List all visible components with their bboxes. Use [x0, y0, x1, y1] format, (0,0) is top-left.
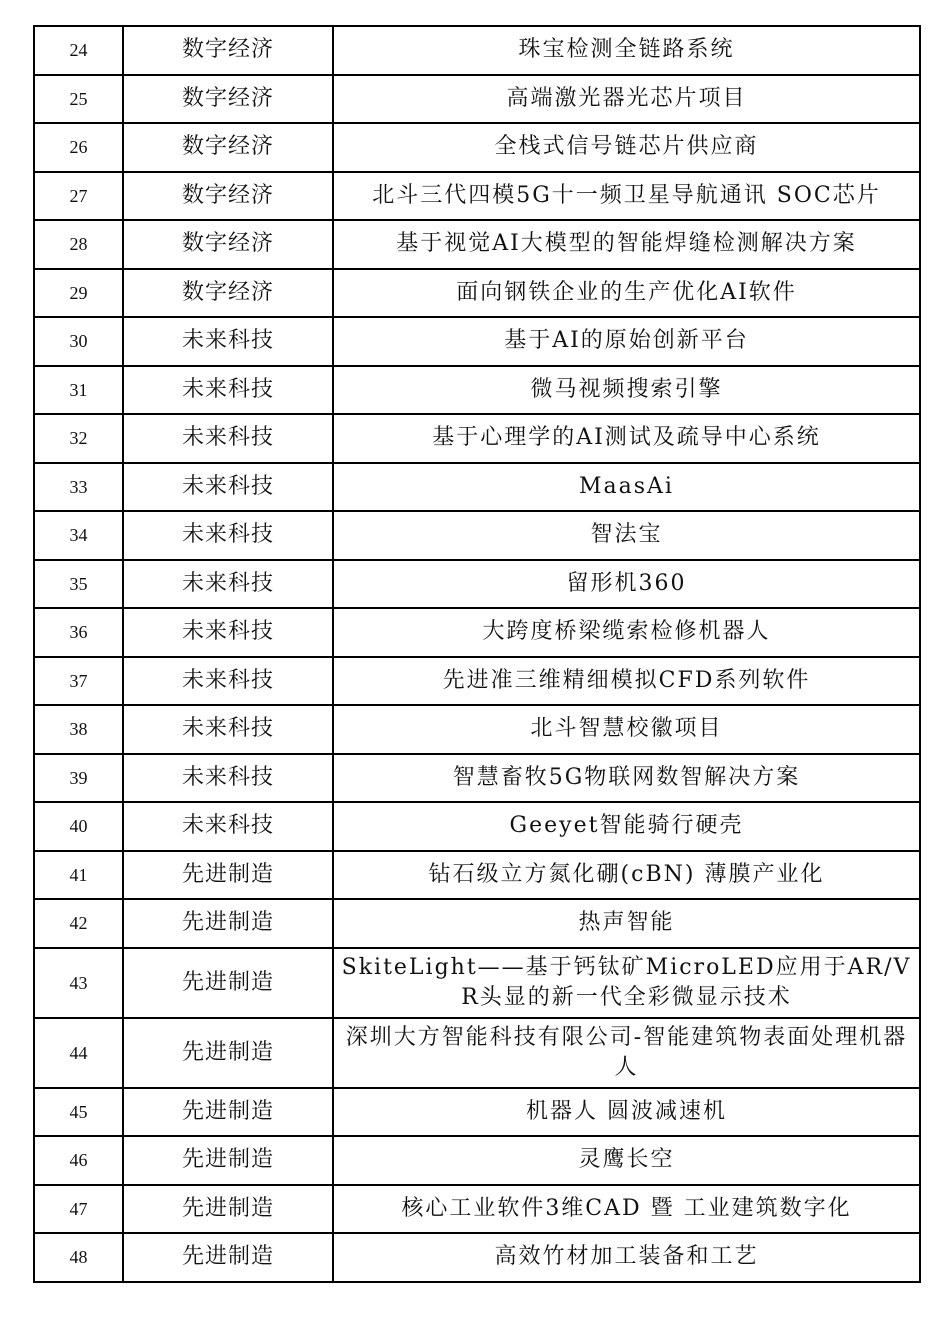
row-number-cell: 36 [34, 608, 123, 657]
row-number-cell: 27 [34, 172, 123, 221]
table-row [34, 366, 920, 415]
category-cell: 未来科技 [123, 705, 333, 754]
table-row [34, 26, 920, 75]
row-number-cell: 40 [34, 802, 123, 851]
category-cell: 数字经济 [123, 75, 333, 124]
category-cell: 数字经济 [123, 220, 333, 269]
table-row [34, 657, 920, 706]
table-row [34, 414, 920, 463]
category-cell: 先进制造 [123, 1136, 333, 1185]
row-number-cell: 30 [34, 317, 123, 366]
table-row [34, 851, 920, 900]
project-name-cell: 基于心理学的AI测试及疏导中心系统 [333, 414, 920, 463]
project-name-cell: 先进准三维精细模拟CFD系列软件 [333, 657, 920, 706]
table-row [34, 463, 920, 512]
table-row [34, 754, 920, 803]
category-cell: 数字经济 [123, 26, 333, 75]
category-cell: 先进制造 [123, 1233, 333, 1282]
category-cell: 未来科技 [123, 608, 333, 657]
table-row [34, 172, 920, 221]
row-number-cell: 25 [34, 75, 123, 124]
category-cell: 未来科技 [123, 366, 333, 415]
table-row [34, 220, 920, 269]
category-cell: 未来科技 [123, 754, 333, 803]
category-cell: 未来科技 [123, 657, 333, 706]
category-cell: 先进制造 [123, 899, 333, 948]
project-name-cell: 微马视频搜索引擎 [333, 366, 920, 415]
row-number-cell: 33 [34, 463, 123, 512]
category-cell: 未来科技 [123, 511, 333, 560]
row-number-cell: 42 [34, 899, 123, 948]
row-number-cell: 38 [34, 705, 123, 754]
row-number-cell: 39 [34, 754, 123, 803]
table-row [34, 705, 920, 754]
project-name-cell: 基于AI的原始创新平台 [333, 317, 920, 366]
category-cell: 未来科技 [123, 414, 333, 463]
table-row [34, 1185, 920, 1234]
category-cell: 先进制造 [123, 1088, 333, 1137]
project-name-cell: 大跨度桥梁缆索检修机器人 [333, 608, 920, 657]
category-cell: 未来科技 [123, 463, 333, 512]
category-cell: 数字经济 [123, 172, 333, 221]
row-number-cell: 46 [34, 1136, 123, 1185]
category-cell: 先进制造 [123, 851, 333, 900]
table-row [34, 1018, 920, 1088]
project-name-cell: Geeyet智能骑行硬壳 [333, 802, 920, 851]
project-name-cell: 智慧畜牧5G物联网数智解决方案 [333, 754, 920, 803]
category-cell: 数字经济 [123, 269, 333, 318]
table-row [34, 511, 920, 560]
project-name-cell: 留形机360 [333, 560, 920, 609]
category-cell: 先进制造 [123, 1018, 333, 1088]
row-number-cell: 48 [34, 1233, 123, 1282]
table-body [34, 26, 920, 1282]
project-name-cell: 高效竹材加工装备和工艺 [333, 1233, 920, 1282]
row-number-cell: 26 [34, 123, 123, 172]
project-name-cell: 北斗三代四模5G十一频卫星导航通讯 SOC芯片 [333, 172, 920, 221]
row-number-cell: 31 [34, 366, 123, 415]
row-number-cell: 37 [34, 657, 123, 706]
table-row [34, 802, 920, 851]
category-cell: 未来科技 [123, 560, 333, 609]
row-number-cell: 44 [34, 1018, 123, 1088]
table-row [34, 317, 920, 366]
row-number-cell: 43 [34, 948, 123, 1018]
row-number-cell: 41 [34, 851, 123, 900]
project-name-cell: 智法宝 [333, 511, 920, 560]
row-number-cell: 24 [34, 26, 123, 75]
table-row [34, 899, 920, 948]
project-name-cell: 珠宝检测全链路系统 [333, 26, 920, 75]
project-name-cell: 核心工业软件3维CAD 暨 工业建筑数字化 [333, 1185, 920, 1234]
project-name-cell: 基于视觉AI大模型的智能焊缝检测解决方案 [333, 220, 920, 269]
table-row [34, 269, 920, 318]
table-row [34, 560, 920, 609]
category-cell: 先进制造 [123, 1185, 333, 1234]
table-row [34, 75, 920, 124]
row-number-cell: 47 [34, 1185, 123, 1234]
project-name-cell: 钻石级立方氮化硼(cBN) 薄膜产业化 [333, 851, 920, 900]
project-name-cell: 热声智能 [333, 899, 920, 948]
row-number-cell: 28 [34, 220, 123, 269]
project-name-cell: 北斗智慧校徽项目 [333, 705, 920, 754]
category-cell: 未来科技 [123, 802, 333, 851]
row-number-cell: 45 [34, 1088, 123, 1137]
category-cell: 数字经济 [123, 123, 333, 172]
project-table [33, 25, 921, 1283]
project-name-cell: 高端激光器光芯片项目 [333, 75, 920, 124]
category-cell: 未来科技 [123, 317, 333, 366]
project-name-cell: 灵鹰长空 [333, 1136, 920, 1185]
project-name-cell: 机器人 圆波减速机 [333, 1088, 920, 1137]
table-row [34, 123, 920, 172]
table-row [34, 1088, 920, 1137]
row-number-cell: 32 [34, 414, 123, 463]
table-row [34, 1233, 920, 1282]
project-name-cell: 面向钢铁企业的生产优化AI软件 [333, 269, 920, 318]
project-name-cell: MaasAi [333, 463, 920, 512]
project-name-cell: SkiteLight——基于钙钛矿MicroLED应用于AR/VR头显的新一代全彩微显示技术 [333, 948, 920, 1018]
row-number-cell: 34 [34, 511, 123, 560]
table-row [34, 608, 920, 657]
category-cell: 先进制造 [123, 948, 333, 1018]
row-number-cell: 29 [34, 269, 123, 318]
row-number-cell: 35 [34, 560, 123, 609]
table-row [34, 948, 920, 1018]
table-row [34, 1136, 920, 1185]
project-name-cell: 全栈式信号链芯片供应商 [333, 123, 920, 172]
project-name-cell: 深圳大方智能科技有限公司-智能建筑物表面处理机器人 [333, 1018, 920, 1088]
